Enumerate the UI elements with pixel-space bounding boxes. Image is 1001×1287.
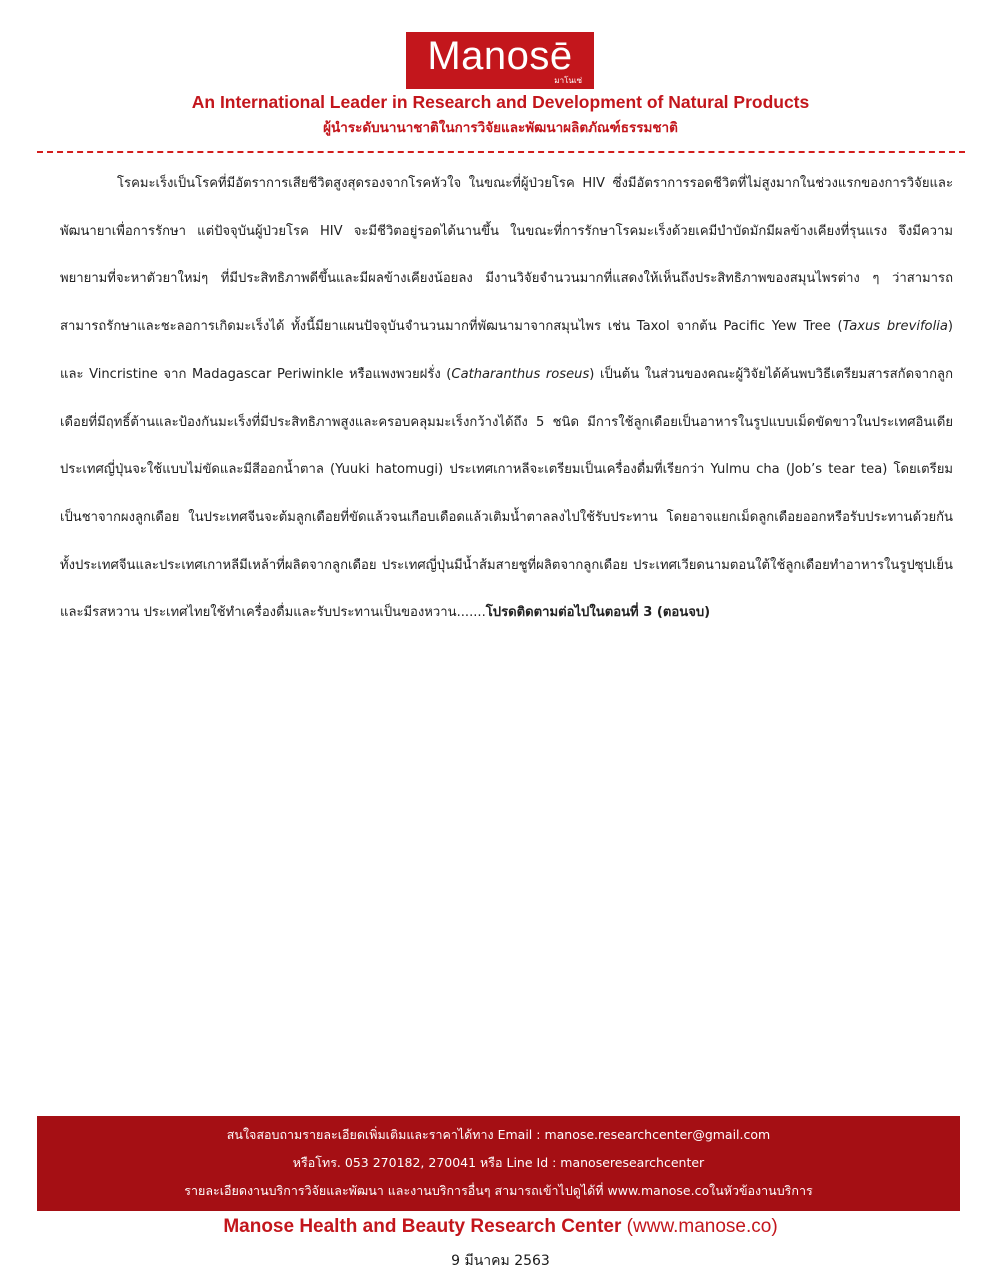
article-paragraph — [60, 160, 953, 637]
tagline-thai: ผู้นำระดับนานาชาติในการวิจัยและพัฒนาผลิตภัณฑ์ธรรมชาติ — [323, 120, 678, 136]
article-body — [60, 160, 953, 637]
article-text-part-3: ) เป็นต้น ในส่วนของคณะผู้วิจัยได้ค้นพบวิธีเตรียมสารสกัดจากลูกเดือยที่มีฤทธิ์ต้านและป้องกันมะเร็งที่มีประสิทธิภาพสูงและครอบคลุมมะเร็งกว้างได้ถึง 5 ชนิด มีการใช้ลูกเดือยเป็นอาหารในรูปแบบเม็ดขัดขาวในประเทศอินเดีย ประเทศญี่ปุ่นจะใช้แบบไม่ขัดและมีสีออกน้ำตาล (Yuuki hatomugi) ประเทศเกาหลีจะเตรียมเป็นเครื่องดื่มที่เรียกว่า Yulmu cha (Job’s tear tea) โดยเตรียมเป็นชาจากผงลูกเดือย ในประเทศจีนจะต้มลูกเดือยที่ขัดแล้วจนเกือบเดือดแล้วเติมน้ำตาลลงไปใช้รับประทาน โดยอาจแยกเม็ดลูกเดือยออกหรือรับประทานด้วยกัน ทั้งประเทศจีนและประเทศเกาหลีมีเหล้าที่ผลิตจากลูกเดือย ประเทศญี่ปุ่นมีน้ำส้มสายชูที่ผลิตจากลูกเดือย ประเทศเวียดนามตอนใต้ใช้ลูกเดือยทำอาหารในรูปซุปเย็นและมีรสหวาน ประเทศไทยใช้ทำเครื่องดื่มและรับประทานเป็นของหวาน....... — [60, 366, 954, 621]
taxus-scientific-name: Taxus brevifolia — [842, 319, 948, 335]
tagline-english: An International Leader in Research and Development of Natural Products — [191, 92, 810, 112]
contact-footer — [37, 1116, 960, 1211]
continued-notice: โปรดติดตามต่อไปในตอนที่ 3 (ตอนจบ) — [485, 605, 711, 621]
organization-line — [0, 1215, 1001, 1239]
logo-thai-subtext: มาโนเซ่ — [554, 76, 582, 85]
organization-name: Manose Health and Beauty Research Center — [223, 1216, 622, 1237]
header-divider — [37, 151, 965, 153]
contact-website-line: รายละเอียดงานบริการวิจัยและพัฒนา และงานบริการอื่นๆ สามารถเข้าไปดูได้ที่ www.manose.coในหัวข้องานบริการ — [184, 1183, 813, 1198]
catharanthus-scientific-name: Catharanthus roseus — [451, 366, 590, 382]
organization-url: (www.manose.co) — [626, 1216, 778, 1237]
contact-phone-line: หรือโทร. 053 270182, 270041 หรือ Line Id : manoseresearchcenter — [292, 1155, 705, 1170]
article-text-part-1: โรคมะเร็งเป็นโรคที่มีอัตราการเสียชีวิตสูงสุดรองจากโรคหัวใจ ในขณะที่ผู้ป่วยโรค HIV ซึ่งมีอัตราการรอดชีวิตที่ไม่สูงมากในช่วงแรกของการวิจัยและพัฒนายาเพื่อการรักษา แต่ปัจจุบันผู้ป่วยโรค HIV จะมีชีวิตอยู่รอดได้นานขึ้น ในขณะที่การรักษาโรคมะเร็งด้วยเคมีบำบัดมักมีผลข้างเคียงที่รุนแรง จึงมีความพยายามที่จะหาตัวยาใหม่ๆ ที่มีประสิทธิภาพดีขึ้นและมีผลข้างเคียงน้อยลง มีงานวิจัยจำนวนมากที่แสดงให้เห็นถึงประสิทธิภาพของสมุนไพรต่าง ๆ ว่าสามารถสามารถรักษาและชะลอการเกิดมะเร็งได้ ทั้งนี้มียาแผนปัจจุบันจำนวนมากที่พัฒนามาจากสมุนไพร เช่น Taxol จากต้น Pacific Yew Tree ( — [60, 176, 953, 335]
document-date: 9 มีนาคม 2563 — [451, 1253, 550, 1269]
manose-logo — [406, 32, 594, 89]
logo-wordmark: Manosē — [427, 34, 573, 78]
contact-email-line: สนใจสอบถามรายละเอียดเพิ่มเติมและราคาได้ทาง Email : manose.researchcenter@gmail.com — [226, 1127, 771, 1142]
article-text-part-2: ) และ Vincristine จาก Madagascar Periwinkle หรือแพงพวยฝรั่ง ( — [60, 319, 953, 382]
